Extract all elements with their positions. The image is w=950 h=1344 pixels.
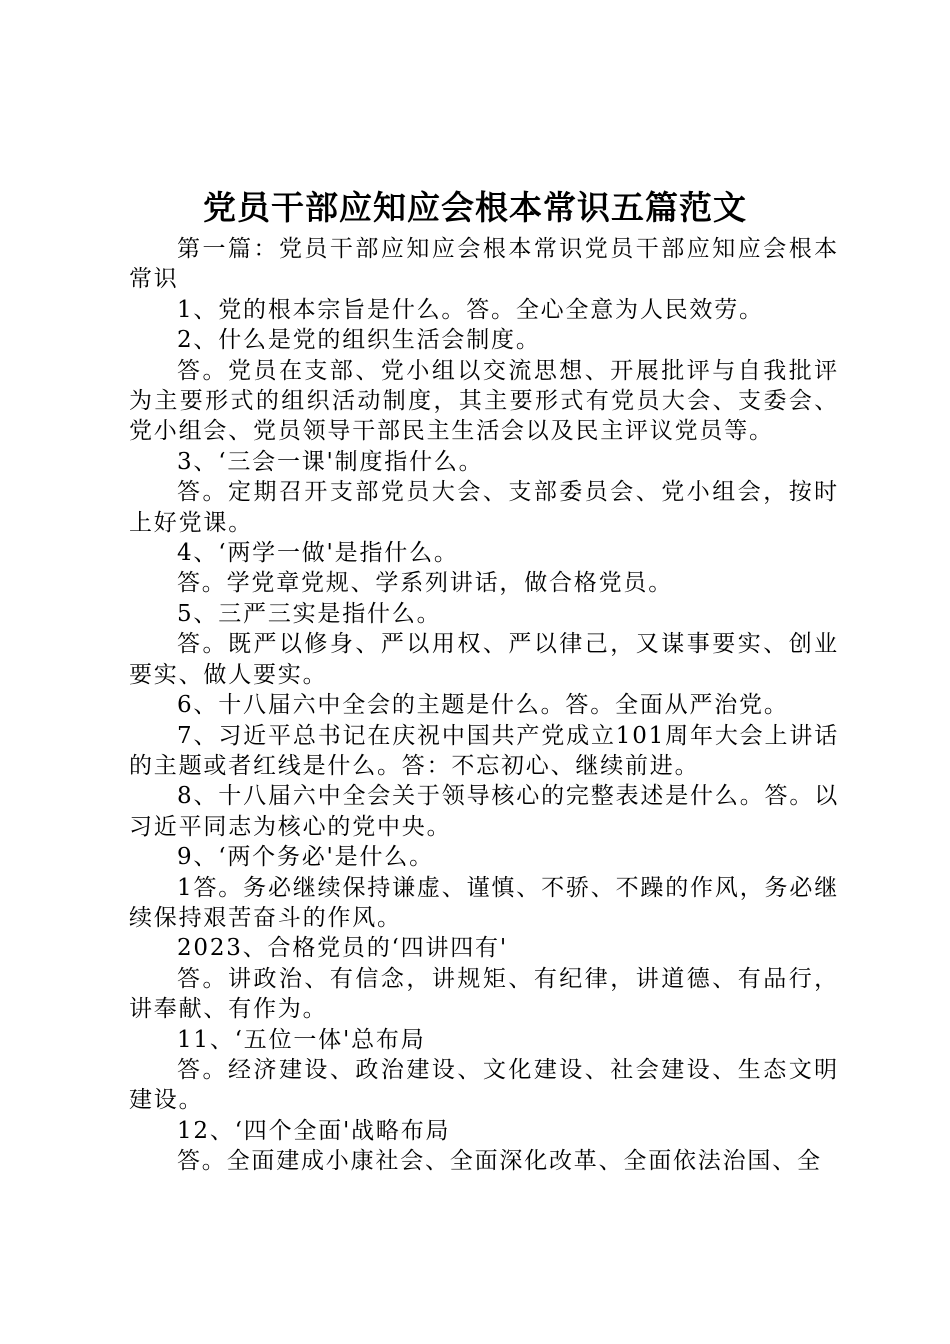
paragraph: 1、党的根本宗旨是什么。答。全心全意为人民效劳。 — [177, 296, 764, 323]
paragraph: 6、十八届六中全会的主题是什么。答。全面从严治党。 — [177, 692, 789, 719]
paragraph: 答。学党章党规、学系列讲话，做合格党员。 — [177, 570, 673, 597]
paragraph: 5、三严三实是指什么。 — [177, 600, 442, 627]
paragraph: 答。党员在支部、党小组以交流思想、开展批评与自我批评为主要形式的组织活动制度，其主要形式有党员大会、支委会、党小组会、党员领导干部民主生活会以及民主评议党员等。 — [129, 357, 839, 445]
paragraph: 8、十八届六中全会关于领导核心的完整表述是什么。答。以习近平同志为核心的党中央。 — [129, 783, 839, 840]
paragraph: 7、习近平总书记在庆祝中国共产党成立101周年大会上讲话的主题或者红线是什么。答：不忘初心、继续前进。 — [129, 722, 839, 779]
document-body — [129, 234, 839, 1177]
paragraph: 答。定期召开支部党员大会、支部委员会、党小组会，按时上好党课。 — [129, 479, 839, 536]
document-title: 党员干部应知应会根本常识五篇范文 — [203, 188, 747, 227]
paragraph: 答。讲政治、有信念，讲规矩、有纪律，讲道德、有品行，讲奉献、有作为。 — [129, 965, 839, 1023]
paragraph: 12、‘四个全面'战略布局 — [177, 1117, 451, 1144]
paragraph: 第一篇：党员干部应知应会根本常识党员干部应知应会根本常识 — [129, 236, 839, 293]
paragraph: 1答。务必继续保持谦虚、谨慎、不骄、不躁的作风，务必继续保持艰苦奋斗的作风。 — [129, 874, 839, 931]
paragraph: 2023、合格党员的‘四讲四有' — [177, 935, 508, 962]
paragraph: 答。全面建成小康社会、全面深化改革、全面依法治国、全 — [177, 1148, 822, 1175]
paragraph: 3、‘三会一课'制度指什么。 — [177, 448, 484, 475]
paragraph: 答。既严以修身、严以用权、严以律己，又谋事要实、创业要实、做人要实。 — [129, 631, 839, 688]
paragraph: 2、什么是党的组织生活会制度。 — [177, 327, 541, 354]
paragraph: 11、‘五位一体'总布局 — [177, 1026, 426, 1053]
paragraph: 4、‘两学一做'是指什么。 — [177, 540, 459, 567]
paragraph: 答。经济建设、政治建设、文化建设、社会建设、生态文明建设。 — [129, 1056, 839, 1114]
paragraph: 9、‘两个务必'是什么。 — [177, 844, 434, 871]
